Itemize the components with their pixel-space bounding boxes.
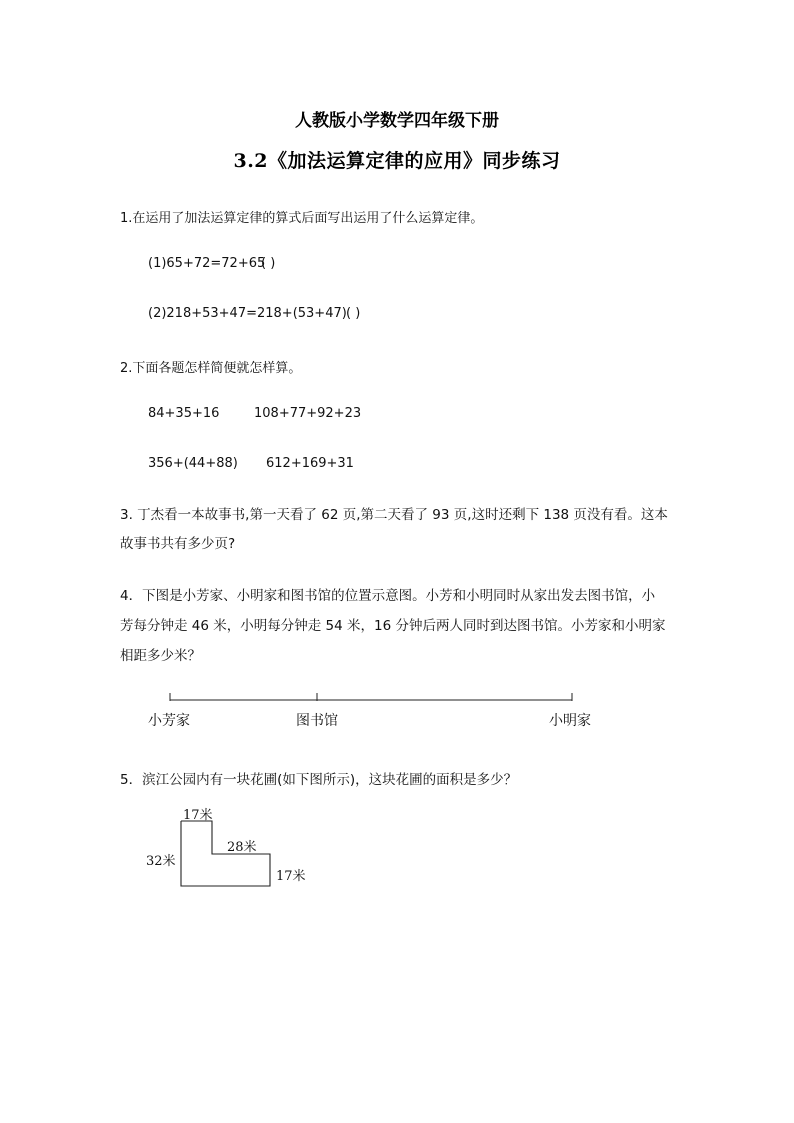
page-subtitle: 3.2《加法运算定律的应用》同步练习 bbox=[233, 150, 561, 172]
q2-expr-4: 612+169+31 bbox=[266, 456, 354, 471]
garden-shape-diagram bbox=[140, 800, 340, 900]
q1-item-2-expr: (2)218+53+47=218+(53+47) bbox=[148, 306, 347, 321]
q1-item-1-answer-blank: ( ) bbox=[261, 256, 276, 271]
q2-expr-2: 108+77+92+23 bbox=[254, 406, 362, 421]
q3-line-1: 3. 丁杰看一本故事书,第一天看了 62 页,第二天看了 93 页,这时还剩下 138 页没有看。这本 bbox=[120, 507, 668, 523]
q4-line-3: 相距多少米？ bbox=[120, 648, 201, 664]
q4-line-2: 芳每分钟走 46 米，小明每分钟走 54 米，16 分钟后两人同时到达图书馆。小芳家和小明家 bbox=[120, 618, 666, 634]
label-xiaoming-home: 小明家 bbox=[549, 713, 591, 729]
label-left-height: 32米 bbox=[146, 854, 176, 869]
label-inner-width: 28米 bbox=[227, 840, 257, 855]
q3-line-2: 故事书共有多少页? bbox=[120, 536, 236, 552]
number-line-graphic bbox=[140, 688, 610, 708]
page-title: 人教版小学数学四年级下册 bbox=[295, 111, 499, 131]
label-library: 图书馆 bbox=[296, 713, 338, 729]
q5-stem: 5．滨江公园内有一块花圃(如下图所示)，这块花圃的面积是多少？ bbox=[120, 772, 518, 788]
label-right-height: 17米 bbox=[276, 869, 306, 884]
location-number-line bbox=[140, 688, 610, 738]
q2-expr-3: 356+(44+88) bbox=[148, 456, 238, 471]
q1-item-1-expr: (1)65+72=72+65 bbox=[148, 256, 266, 271]
q1-item-2-answer-blank: ( ) bbox=[346, 306, 361, 321]
label-top-width: 17米 bbox=[183, 808, 213, 823]
label-xiaofang-home: 小芳家 bbox=[148, 713, 190, 729]
q2-expr-1: 84+35+16 bbox=[148, 406, 220, 421]
q2-stem: 2.下面各题怎样简便就怎样算。 bbox=[120, 361, 302, 376]
q1-stem: 1.在运用了加法运算定律的算式后面写出运用了什么运算定律。 bbox=[120, 211, 484, 226]
q4-line-1: 4．下图是小芳家、小明家和图书馆的位置示意图。小芳和小明同时从家出发去图书馆，小 bbox=[120, 588, 656, 604]
